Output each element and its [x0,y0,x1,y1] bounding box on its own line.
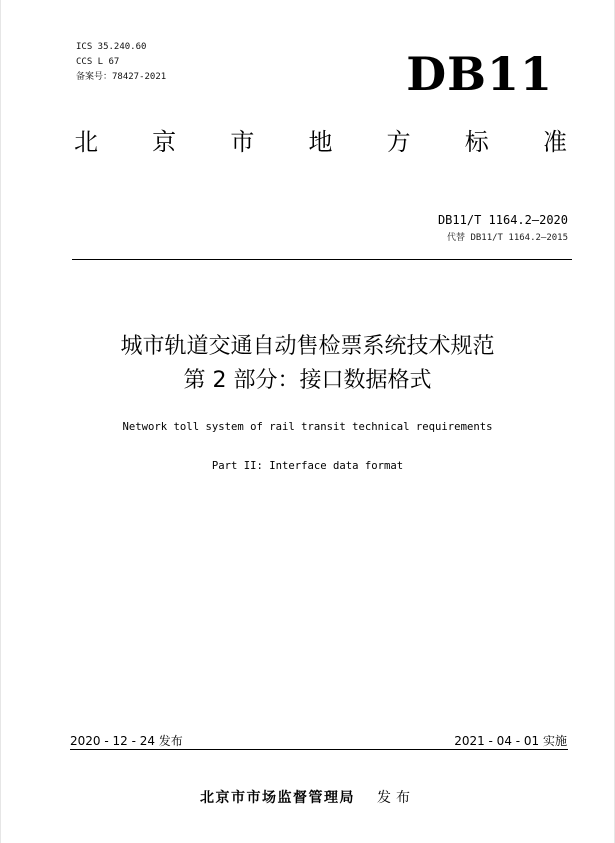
category-char: 市 [230,128,255,156]
issuer-action: 发布 [377,790,415,806]
category-heading [74,126,567,158]
record-number: 备案号：78427-2021 [76,72,167,82]
category-char: 标 [464,128,489,156]
category-char: 北 [74,128,98,156]
category-char: 地 [308,128,333,156]
header-divider [72,259,572,260]
ics-code: ICS 35.240.60 [76,42,147,52]
ccs-code: CCS L 67 [76,57,120,67]
footer-divider [70,749,568,750]
category-char: 京 [152,128,177,156]
category-char: 方 [386,128,411,156]
issuer-line [0,789,615,807]
db11-mark: DB11 [406,47,553,101]
standard-number: DB11/T 1164.2—2020 [437,213,568,227]
replaces-standard: 代替 DB11/T 1164.2—2015 [447,233,568,243]
implementation-date: 2021 - 04 - 01 实施 [454,734,567,748]
title-english-part: Part II: Interface data format [211,460,404,472]
title-cn-line-1: 城市轨道交通自动售检票系统技术规范 [120,334,495,359]
title-chinese [0,330,615,398]
title-cn-line-2: 第 2 部分：接口数据格式 [183,368,432,393]
classification-codes [76,40,166,85]
category-char: 准 [542,128,567,156]
issuer-name: 北京市市场监督管理局 [200,790,355,806]
title-english: Network toll system of rail transit technical requirements [122,421,493,433]
issue-date: 2020 - 12 - 24 发布 [70,734,183,748]
